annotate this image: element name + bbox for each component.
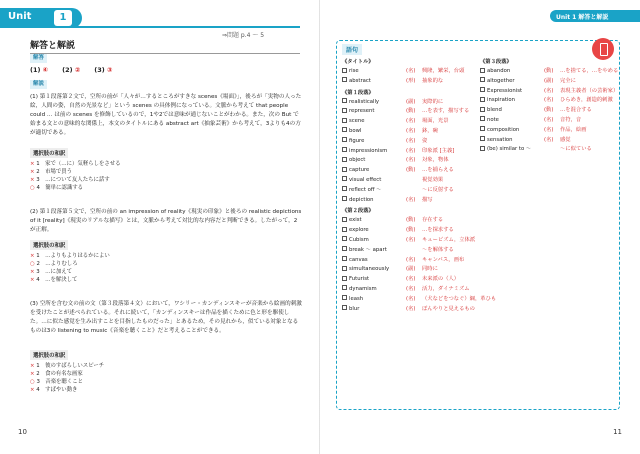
- right-page: [320, 0, 640, 454]
- part-of-speech: (名): [406, 147, 416, 154]
- part-of-speech: (名): [544, 116, 554, 123]
- vocabulary-entry: [342, 236, 476, 246]
- part-of-speech: (名): [406, 305, 416, 312]
- vocabulary-meaning: 表現主義者（の芸術家）: [560, 87, 619, 94]
- checkbox-icon[interactable]: [480, 68, 485, 73]
- unit-number: 1: [54, 10, 72, 26]
- vocabulary-word: inspiration: [487, 97, 515, 104]
- choice-item: × 2 食の有名な画家: [30, 371, 83, 377]
- checkbox-icon[interactable]: [342, 167, 347, 172]
- vocabulary-meaning: ～に似ている: [560, 146, 592, 153]
- choice-list-2: [30, 240, 150, 284]
- vocabulary-meaning: 作品，絵画: [560, 126, 587, 133]
- vocabulary-word: note: [487, 116, 499, 123]
- vocabulary-word: rise: [349, 68, 359, 74]
- vocabulary-section-heading: 《タイトル》: [342, 59, 374, 65]
- vocabulary-meaning: 興隆，繁栄，台頭: [422, 68, 465, 74]
- checkbox-icon[interactable]: [342, 246, 347, 251]
- part-of-speech: (名): [406, 256, 416, 263]
- vocabulary-meaning: 存在する: [422, 217, 444, 224]
- vocabulary-entry: [342, 285, 472, 295]
- vocabulary-word: simultaneously: [349, 266, 390, 273]
- checkbox-icon[interactable]: [342, 147, 347, 152]
- vocabulary-meaning: 実際的に: [422, 98, 444, 105]
- vocabulary-entry: [480, 145, 615, 155]
- choice-item: ○ 3 音楽を聴くこと: [30, 379, 83, 385]
- checkbox-icon[interactable]: [342, 295, 347, 300]
- vocabulary-entry: [342, 216, 472, 226]
- checkbox-icon[interactable]: [342, 68, 347, 73]
- choice-item: × 3 …について友人たちに話す: [30, 177, 110, 183]
- part-of-speech: (名): [544, 97, 554, 104]
- vocabulary-meaning: （犬などをつなぐ）綱，革ひも: [422, 295, 497, 302]
- part-of-speech: (副): [406, 98, 416, 105]
- vocabulary-meaning: 描写: [422, 196, 433, 203]
- vocabulary-word: scene: [349, 118, 365, 125]
- vocabulary-entry: [342, 117, 472, 127]
- vocabulary-word: canvas: [349, 256, 368, 263]
- part-of-speech: (名): [406, 196, 416, 203]
- part-of-speech: (名): [406, 295, 416, 302]
- vocabulary-entry: [342, 107, 472, 117]
- vocabulary-word: realistically: [349, 98, 380, 105]
- checkbox-icon[interactable]: [342, 157, 347, 162]
- vocabulary-word: blend: [487, 107, 502, 114]
- checkbox-icon[interactable]: [480, 116, 485, 121]
- vocabulary-entry: [342, 176, 472, 186]
- vocabulary-entry: [342, 246, 472, 256]
- vocabulary-entry: [342, 275, 472, 285]
- vocabulary-meaning: 完全に: [560, 77, 576, 84]
- vocabulary-meaning: ぼんやりと見えるもの: [422, 305, 475, 312]
- choice-item: × 1 家で（…に）気軽らしをさせる: [30, 161, 121, 167]
- checkbox-icon[interactable]: [342, 227, 347, 232]
- vocabulary-meaning: 音符，音: [560, 116, 582, 123]
- vocabulary-word: represent: [349, 108, 375, 115]
- vocabulary-meaning: ～に反射する: [422, 186, 454, 193]
- explanation-tag: 解説: [30, 80, 47, 89]
- vocabulary-word: sensation: [487, 136, 513, 143]
- vocabulary-meaning: 感覚: [560, 136, 571, 143]
- vocabulary-word: explore: [349, 227, 369, 234]
- choice-list-1: [30, 148, 150, 192]
- vocabulary-word: exist: [349, 217, 362, 224]
- vocabulary-meaning: 対象，物体: [422, 157, 449, 164]
- vocabulary-word: bowl: [349, 127, 362, 134]
- vocabulary-entry: [342, 127, 472, 137]
- vocabulary-meaning: 抽象的な: [422, 77, 444, 84]
- part-of-speech: (名): [544, 126, 554, 133]
- checkbox-icon[interactable]: [480, 97, 485, 102]
- vocabulary-section-heading: 《第１段落》: [342, 89, 374, 96]
- choice-item: × 2 市場で買う: [30, 169, 73, 175]
- answers-tag: 解答: [30, 54, 47, 63]
- vocabulary-section-heading: 《第３段落》: [480, 59, 512, 65]
- checkbox-icon[interactable]: [480, 107, 485, 112]
- unit-banner: Unit 1 解答と解説: [550, 10, 640, 22]
- explanation-paragraph-1: (1) 第１段落第２文で，空所の前が「人々が…するところがすきな scenes《場面》」，後ろが「実物の人った絵，人間の姿，自然の光景など」という scenes の具体例になっている。文脈から考えて that people could … は前の scenes を修飾しているので，1や2では意味が通じないことがわかる。また，次の But で始まる文との意味的な関係上，本文のタイトルにある abstract art《抽象芸術》から考えて，3よりも4の方が適切である。: [30, 94, 302, 136]
- vocabulary-word: abstract: [349, 77, 371, 84]
- vocabulary-word: figure: [349, 137, 365, 144]
- part-of-speech: (名): [406, 285, 416, 292]
- vocabulary-meaning: 場面，光景: [422, 118, 449, 125]
- choice-list-title: 選択肢の和訳: [30, 240, 68, 250]
- vocabulary-word: reflect off ～: [349, 186, 382, 193]
- choice-item: × 1 …よりもよりはるかによい: [30, 253, 110, 259]
- vocabulary-meaning: …を表す，描写する: [422, 108, 470, 115]
- answer-1: (1) ④: [30, 66, 49, 74]
- checkbox-icon[interactable]: [342, 276, 347, 281]
- vocabulary-word: blur: [349, 305, 360, 312]
- vocabulary-word: (be) similar to ～: [487, 146, 532, 153]
- vocabulary-word: altogether: [487, 77, 515, 84]
- vocabulary-entry: [480, 126, 615, 136]
- vocabulary-entry: [342, 156, 472, 166]
- checkbox-icon[interactable]: [342, 305, 347, 310]
- checkbox-icon[interactable]: [480, 87, 485, 92]
- vocabulary-meaning: …を捕らえる: [422, 167, 454, 174]
- explanation-paragraph-2: (2) 第１段落第５文で，空所の前の an impression of reality《現実の印象》と後ろの realistic depictions of it [reality]《現実のリアルな描写》とは，文脈から考えて対比的な内容だと判断できる。したがって，2が正解。: [30, 209, 302, 233]
- checkbox-icon[interactable]: [342, 236, 347, 241]
- vocabulary-entry: [342, 196, 472, 206]
- part-of-speech: (形): [406, 77, 416, 84]
- checkbox-icon[interactable]: [342, 196, 347, 201]
- vocabulary-entry: [342, 98, 472, 108]
- vocabulary-entry: [342, 295, 497, 305]
- checkbox-icon[interactable]: [342, 176, 347, 181]
- vocabulary-meaning: 同時に: [422, 266, 438, 273]
- page-number-right: 11: [613, 428, 622, 436]
- vocabulary-word: depiction: [349, 196, 374, 203]
- checkbox-icon[interactable]: [342, 186, 347, 191]
- vocabulary-entry: [480, 106, 615, 116]
- choice-item: × 1 彼のすばらしいスピーチ: [30, 363, 105, 369]
- checkbox-icon[interactable]: [480, 136, 485, 141]
- vocabulary-meaning: 活力，ダイナミズム: [422, 285, 470, 292]
- vocabulary-meaning: ひらめき，創造的刺激: [560, 97, 613, 104]
- vocabulary-entry: [342, 186, 472, 196]
- part-of-speech: (名): [406, 118, 416, 125]
- part-of-speech: (動): [544, 68, 554, 74]
- vocabulary-word: capture: [349, 167, 370, 174]
- vocabulary-tag: 語句: [342, 44, 362, 55]
- vocabulary-meaning: 姿: [422, 137, 428, 144]
- vocabulary-entry: [480, 136, 615, 146]
- vocabulary-entry: [342, 226, 472, 236]
- vocabulary-meaning: 印象派 [主義]: [422, 147, 455, 154]
- checkbox-icon[interactable]: [342, 118, 347, 123]
- checkbox-icon[interactable]: [342, 77, 347, 82]
- vocabulary-word: Cubism: [349, 236, 369, 243]
- checkbox-icon[interactable]: [342, 217, 347, 222]
- part-of-speech: (名): [406, 68, 416, 74]
- answer-2: (2) ②: [62, 66, 81, 74]
- part-of-speech: (名): [544, 136, 554, 143]
- part-of-speech: (名): [406, 157, 416, 164]
- part-of-speech: (副): [544, 77, 554, 84]
- vocabulary-word: leash: [349, 295, 364, 302]
- checkbox-icon[interactable]: [342, 127, 347, 132]
- vocabulary-entry: [480, 87, 619, 97]
- vocabulary-word: Expressionist: [487, 87, 523, 94]
- vocabulary-entry: [342, 265, 472, 275]
- vocabulary-meaning: 未来派の（人）: [422, 276, 460, 283]
- vocabulary-section-heading: 《第２段落》: [342, 208, 374, 215]
- choice-item: × 4 すばやい動き: [30, 387, 78, 393]
- vocabulary-entry: [342, 147, 472, 157]
- vocabulary-word: visual effect: [349, 176, 382, 183]
- part-of-speech: (動): [406, 167, 416, 174]
- checkbox-icon[interactable]: [480, 146, 485, 151]
- part-of-speech: (名): [406, 276, 416, 283]
- vocabulary-entry: [480, 67, 619, 77]
- checkbox-icon[interactable]: [480, 126, 485, 131]
- part-of-speech: (名): [544, 87, 554, 94]
- part-of-speech: (副): [406, 266, 416, 273]
- explanation-paragraph-3: (3) 空所を含む文の前の文（第３段落第４文）において，ワシリー・カンディンスキーが音楽から絵画的刺激を受けたことが述べられている。それに続いて，「カンディンスキーは作品を描くために色と形を駆使した。…に似た感覚を生み出すことを目指したものだった」とあるため，その見れから，似ている対象となるものは3の listening to music《音楽を聴くこと》だと考えることができる。: [30, 301, 302, 334]
- vocabulary-word: abandon: [487, 68, 511, 74]
- vocabulary-meaning: 視覚効果: [422, 176, 444, 183]
- choice-list-3: [30, 350, 150, 394]
- vocabulary-meaning: …を混合する: [560, 107, 592, 114]
- choice-item: × 4 …を解決して: [30, 277, 78, 283]
- checkbox-icon[interactable]: [342, 285, 347, 290]
- vocabulary-entry: [342, 256, 472, 266]
- vocabulary-word: dynamism: [349, 285, 377, 292]
- vocabulary-word: Futurist: [349, 276, 370, 283]
- vocabulary-entry: [480, 77, 615, 87]
- vocabulary-meaning: キュービズム，立体派: [422, 236, 476, 243]
- checkbox-icon[interactable]: [342, 137, 347, 142]
- section-title: 解答と解説: [30, 38, 300, 54]
- answer-row: [30, 66, 124, 74]
- vocabulary-entry: [342, 77, 472, 87]
- part-of-speech: (動): [406, 217, 416, 224]
- checkbox-icon[interactable]: [342, 108, 347, 113]
- checkbox-icon[interactable]: [342, 98, 347, 103]
- vocabulary-meaning: 鉢，碗: [422, 127, 438, 134]
- choice-list-title: 選択肢の和訳: [30, 350, 68, 360]
- reference-note: ⇒問題 p.4 ～ 5: [222, 32, 265, 39]
- vocabulary-meaning: ～を解体する: [422, 246, 454, 253]
- vocabulary-entry: [342, 137, 472, 147]
- choice-item: ○ 4 簡単に認識する: [30, 185, 83, 191]
- vocabulary-entry: [342, 67, 472, 77]
- part-of-speech: (動): [544, 107, 554, 114]
- vocabulary-meaning: キャンバス，画布: [422, 256, 465, 263]
- answer-3: (3) ③: [94, 66, 113, 74]
- part-of-speech: (名): [406, 236, 416, 243]
- checkbox-icon[interactable]: [480, 77, 485, 82]
- choice-item: ○ 2 …よりむしろ: [30, 261, 78, 267]
- part-of-speech: (動): [406, 108, 416, 115]
- unit-label: Unit: [0, 8, 82, 28]
- choice-item: × 3 …に加えて: [30, 269, 73, 275]
- vocabulary-entry: [342, 305, 475, 315]
- checkbox-icon[interactable]: [342, 266, 347, 271]
- vocabulary-word: impressionism: [349, 147, 388, 154]
- vocabulary-meaning: …を探求する: [422, 227, 454, 234]
- vocabulary-column-2: [480, 56, 619, 155]
- vocabulary-entry: [342, 166, 472, 176]
- vocabulary-word: composition: [487, 126, 520, 133]
- vocabulary-entry: [480, 96, 615, 106]
- vocabulary-word: object: [349, 157, 366, 164]
- part-of-speech: (名): [406, 127, 416, 134]
- vocabulary-meaning: …を捨てる，…をやめる: [560, 68, 619, 74]
- part-of-speech: (動): [406, 227, 416, 234]
- checkbox-icon[interactable]: [342, 256, 347, 261]
- page-number-left: 10: [18, 428, 27, 436]
- choice-list-title: 選択肢の和訳: [30, 148, 68, 158]
- vocabulary-entry: [480, 116, 615, 126]
- part-of-speech: (名): [406, 137, 416, 144]
- vocabulary-word: break ～ apart: [349, 246, 387, 253]
